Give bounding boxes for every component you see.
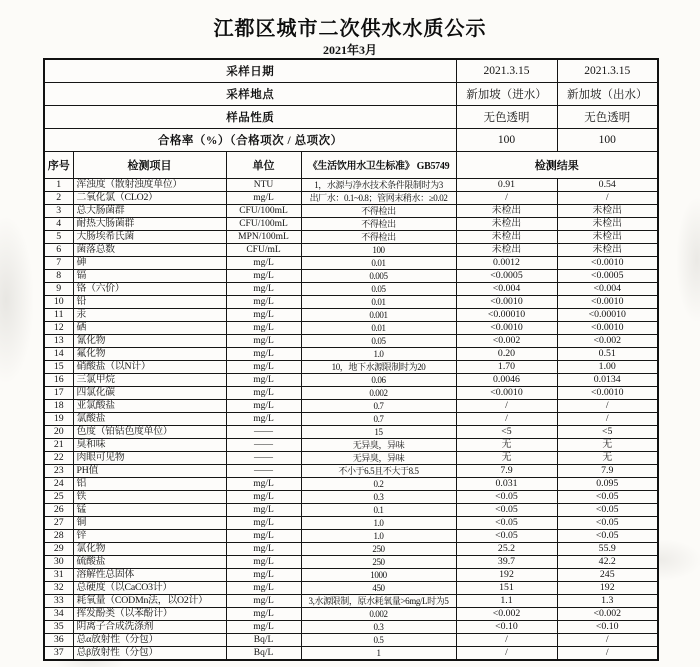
result-outlet: <0.002 <box>557 334 658 347</box>
table-row <box>44 295 658 308</box>
item-unit: Bq/L <box>226 646 301 660</box>
item-name: 总大肠菌群 <box>73 204 226 217</box>
result-outlet: 245 <box>557 568 658 581</box>
table-row <box>44 321 658 334</box>
result-outlet: 192 <box>557 581 658 594</box>
table-row <box>44 191 658 204</box>
item-standard: 不得检出 <box>301 204 456 217</box>
table-row <box>44 360 658 373</box>
table-row <box>44 347 658 360</box>
result-outlet: <0.0010 <box>557 256 658 269</box>
item-name: 氯酸盐 <box>73 412 226 425</box>
item-name: 铜 <box>73 516 226 529</box>
result-inlet: <0.00010 <box>456 308 557 321</box>
result-outlet: <0.10 <box>557 620 658 633</box>
table-row <box>44 490 658 503</box>
result-inlet: <0.10 <box>456 620 557 633</box>
item-name: 氯化物 <box>73 542 226 555</box>
row-number: 10 <box>44 295 73 308</box>
result-inlet: <0.002 <box>456 334 557 347</box>
row-number: 21 <box>44 438 73 451</box>
item-name: PH值 <box>73 464 226 477</box>
item-unit: —— <box>226 425 301 438</box>
result-outlet: 无 <box>557 451 658 464</box>
result-outlet: <0.0005 <box>557 269 658 282</box>
item-standard: 100 <box>301 243 456 256</box>
info-row-sampling-location <box>44 82 658 105</box>
item-name: 铬（六价） <box>73 282 226 295</box>
row-number: 4 <box>44 217 73 230</box>
table-row <box>44 334 658 347</box>
item-name: 汞 <box>73 308 226 321</box>
result-outlet: 55.9 <box>557 542 658 555</box>
col-header-unit: 单位 <box>226 151 301 178</box>
item-unit: mg/L <box>226 334 301 347</box>
item-standard: 250 <box>301 542 456 555</box>
row-number: 15 <box>44 360 73 373</box>
table-row <box>44 633 658 646</box>
item-unit: mg/L <box>226 594 301 607</box>
row-number: 23 <box>44 464 73 477</box>
item-name: 耗氧量（CODMn法，以O2计） <box>73 594 226 607</box>
item-unit: mg/L <box>226 347 301 360</box>
sampling-date-label: 采样日期 <box>44 59 456 82</box>
result-inlet: <0.0010 <box>456 295 557 308</box>
table-row <box>44 256 658 269</box>
result-outlet: <0.0010 <box>557 321 658 334</box>
item-name: 挥发酚类（以苯酚计） <box>73 607 226 620</box>
result-inlet: 0.031 <box>456 477 557 490</box>
row-number: 3 <box>44 204 73 217</box>
item-name: 臭和味 <box>73 438 226 451</box>
result-outlet: 0.095 <box>557 477 658 490</box>
item-unit: CFU/100mL <box>226 217 301 230</box>
row-number: 2 <box>44 191 73 204</box>
item-unit: mg/L <box>226 620 301 633</box>
item-name: 溶解性总固体 <box>73 568 226 581</box>
table-row <box>44 464 658 477</box>
item-standard: 1.0 <box>301 347 456 360</box>
item-name: 浑浊度（散射浊度单位） <box>73 178 226 191</box>
row-number: 11 <box>44 308 73 321</box>
item-standard: 0.3 <box>301 620 456 633</box>
item-unit: mg/L <box>226 256 301 269</box>
result-outlet: 未检出 <box>557 204 658 217</box>
item-unit: mg/L <box>226 399 301 412</box>
column-header-row <box>44 151 658 178</box>
item-unit: mg/L <box>226 542 301 555</box>
result-inlet: / <box>456 399 557 412</box>
result-outlet: 0.51 <box>557 347 658 360</box>
table-row <box>44 269 658 282</box>
row-number: 17 <box>44 386 73 399</box>
row-number: 34 <box>44 607 73 620</box>
row-number: 22 <box>44 451 73 464</box>
result-inlet: 0.20 <box>456 347 557 360</box>
result-outlet: <0.00010 <box>557 308 658 321</box>
result-inlet: 未检出 <box>456 230 557 243</box>
result-inlet: <0.05 <box>456 516 557 529</box>
sampling-location-label: 采样地点 <box>44 82 456 105</box>
item-unit: MPN/100mL <box>226 230 301 243</box>
result-outlet: 0.54 <box>557 178 658 191</box>
item-name: 总α放射性（分包） <box>73 633 226 646</box>
result-outlet: <0.05 <box>557 516 658 529</box>
item-name: 硫酸盐 <box>73 555 226 568</box>
result-inlet: 151 <box>456 581 557 594</box>
item-name: 铁 <box>73 490 226 503</box>
item-unit: mg/L <box>226 490 301 503</box>
item-unit: mg/L <box>226 607 301 620</box>
row-number: 27 <box>44 516 73 529</box>
result-inlet: <0.05 <box>456 490 557 503</box>
result-outlet: <0.0010 <box>557 386 658 399</box>
item-unit: mg/L <box>226 269 301 282</box>
report-month: 2021年3月 <box>322 43 377 57</box>
item-standard: 1.0 <box>301 529 456 542</box>
item-name: 镉 <box>73 269 226 282</box>
result-inlet: <5 <box>456 425 557 438</box>
result-inlet: <0.05 <box>456 529 557 542</box>
col-header-standard: 《生活饮用水卫生标准》 GB5749 <box>301 151 456 178</box>
info-row-sample-nature <box>44 105 658 128</box>
result-outlet: 1.3 <box>557 594 658 607</box>
item-unit: mg/L <box>226 295 301 308</box>
table-row <box>44 282 658 295</box>
table-row <box>44 178 658 191</box>
table-row <box>44 412 658 425</box>
item-unit: CFU/mL <box>226 243 301 256</box>
table-row <box>44 386 658 399</box>
table-row <box>44 581 658 594</box>
result-inlet: 39.7 <box>456 555 557 568</box>
result-outlet: 未检出 <box>557 217 658 230</box>
row-number: 14 <box>44 347 73 360</box>
item-name: 氟化物 <box>73 347 226 360</box>
row-number: 36 <box>44 633 73 646</box>
row-number: 32 <box>44 581 73 594</box>
row-number: 37 <box>44 646 73 660</box>
item-standard: 0.002 <box>301 386 456 399</box>
item-unit: mg/L <box>226 516 301 529</box>
item-name: 色度（铂钴色度单位） <box>73 425 226 438</box>
result-inlet: <0.05 <box>456 503 557 516</box>
sampling-date-inlet: 2021.3.15 <box>456 59 557 82</box>
item-standard: 无异臭，异味 <box>301 438 456 451</box>
item-unit: mg/L <box>226 412 301 425</box>
item-name: 铝 <box>73 477 226 490</box>
row-number: 28 <box>44 529 73 542</box>
item-standard: 0.01 <box>301 321 456 334</box>
item-name: 总β放射性（分包） <box>73 646 226 660</box>
item-unit: mg/L <box>226 321 301 334</box>
table-row <box>44 529 658 542</box>
item-unit: mg/L <box>226 386 301 399</box>
result-outlet: <0.002 <box>557 607 658 620</box>
info-row-pass-rate <box>44 128 658 151</box>
result-outlet: / <box>557 399 658 412</box>
col-header-result: 检测结果 <box>456 151 658 178</box>
table-row <box>44 646 658 660</box>
result-inlet: 未检出 <box>456 243 557 256</box>
item-standard: 不小于6.5且不大于8.5 <box>301 464 456 477</box>
item-unit: mg/L <box>226 282 301 295</box>
item-standard: 0.7 <box>301 412 456 425</box>
row-number: 19 <box>44 412 73 425</box>
result-outlet: / <box>557 633 658 646</box>
item-unit: —— <box>226 464 301 477</box>
row-number: 26 <box>44 503 73 516</box>
result-outlet: <0.05 <box>557 503 658 516</box>
result-inlet: / <box>456 191 557 204</box>
sampling-location-outlet: 新加坡（出水） <box>557 82 658 105</box>
row-number: 33 <box>44 594 73 607</box>
item-name: 亚氯酸盐 <box>73 399 226 412</box>
table-row <box>44 516 658 529</box>
item-unit: mg/L <box>226 503 301 516</box>
item-standard: 0.5 <box>301 633 456 646</box>
row-number: 6 <box>44 243 73 256</box>
item-unit: mg/L <box>226 373 301 386</box>
item-name: 硒 <box>73 321 226 334</box>
item-unit: —— <box>226 451 301 464</box>
result-outlet: <0.0010 <box>557 295 658 308</box>
result-inlet: 无 <box>456 451 557 464</box>
result-outlet: <0.05 <box>557 490 658 503</box>
item-unit: mg/L <box>226 191 301 204</box>
table-row <box>44 503 658 516</box>
pass-rate-inlet: 100 <box>456 128 557 151</box>
info-section <box>44 59 658 178</box>
row-number: 13 <box>44 334 73 347</box>
item-standard: 0.05 <box>301 282 456 295</box>
table-row <box>44 308 658 321</box>
row-number: 8 <box>44 269 73 282</box>
item-standard: 0.3 <box>301 490 456 503</box>
result-inlet: / <box>456 646 557 660</box>
item-standard: 1.0 <box>301 516 456 529</box>
table-row <box>44 399 658 412</box>
sample-nature-label: 样品性质 <box>44 105 456 128</box>
result-inlet: 25.2 <box>456 542 557 555</box>
item-name: 总硬度（以CaCO3计） <box>73 581 226 594</box>
table-row <box>44 425 658 438</box>
row-number: 29 <box>44 542 73 555</box>
result-outlet: 7.9 <box>557 464 658 477</box>
result-inlet: <0.0010 <box>456 386 557 399</box>
result-inlet: 0.0012 <box>456 256 557 269</box>
item-name: 锌 <box>73 529 226 542</box>
item-standard: 0.2 <box>301 477 456 490</box>
row-number: 12 <box>44 321 73 334</box>
sample-nature-inlet: 无色透明 <box>456 105 557 128</box>
item-unit: mg/L <box>226 477 301 490</box>
result-outlet: 未检出 <box>557 230 658 243</box>
result-outlet: 0.0134 <box>557 373 658 386</box>
item-name: 氰化物 <box>73 334 226 347</box>
item-unit: Bq/L <box>226 633 301 646</box>
result-outlet: / <box>557 646 658 660</box>
item-name: 锰 <box>73 503 226 516</box>
item-unit: NTU <box>226 178 301 191</box>
table-row <box>44 451 658 464</box>
result-inlet: <0.004 <box>456 282 557 295</box>
results-tbody <box>44 178 658 660</box>
table-row <box>44 373 658 386</box>
item-standard: 3,水源限制，原水耗氧量>6mg/L时为5 <box>301 594 456 607</box>
item-standard: 0.05 <box>301 334 456 347</box>
item-name: 铅 <box>73 295 226 308</box>
sampling-location-inlet: 新加坡（进水） <box>456 82 557 105</box>
result-outlet: 42.2 <box>557 555 658 568</box>
result-inlet: 0.91 <box>456 178 557 191</box>
table-row <box>44 607 658 620</box>
item-name: 耐热大肠菌群 <box>73 217 226 230</box>
col-header-item: 检测项目 <box>73 151 226 178</box>
result-outlet: <0.05 <box>557 529 658 542</box>
row-number: 20 <box>44 425 73 438</box>
item-standard: 0.7 <box>301 399 456 412</box>
item-name: 大肠埃希氏菌 <box>73 230 226 243</box>
table-row <box>44 542 658 555</box>
table-row <box>44 620 658 633</box>
item-standard: 10，地下水源限制时为20 <box>301 360 456 373</box>
table-row <box>44 477 658 490</box>
item-name: 肉眼可见物 <box>73 451 226 464</box>
item-unit: mg/L <box>226 568 301 581</box>
item-standard: 1000 <box>301 568 456 581</box>
row-number: 1 <box>44 178 73 191</box>
item-unit: mg/L <box>226 308 301 321</box>
item-unit: CFU/100mL <box>226 204 301 217</box>
item-standard: 0.01 <box>301 256 456 269</box>
item-standard: 450 <box>301 581 456 594</box>
col-header-no: 序号 <box>44 151 73 178</box>
row-number: 35 <box>44 620 73 633</box>
row-number: 30 <box>44 555 73 568</box>
item-name: 砷 <box>73 256 226 269</box>
result-inlet: 192 <box>456 568 557 581</box>
item-standard: 出厂水：0.1~0.8；管网末稍水：≥0.02 <box>301 191 456 204</box>
table-row <box>44 204 658 217</box>
row-number: 24 <box>44 477 73 490</box>
result-inlet: 未检出 <box>456 217 557 230</box>
item-unit: mg/L <box>226 529 301 542</box>
result-outlet: 未检出 <box>557 243 658 256</box>
result-outlet: <5 <box>557 425 658 438</box>
item-standard: 0.01 <box>301 295 456 308</box>
item-name: 硝酸盐（以N计） <box>73 360 226 373</box>
item-unit: mg/L <box>226 360 301 373</box>
water-quality-table <box>43 58 659 661</box>
result-outlet: / <box>557 412 658 425</box>
item-name: 阴离子合成洗涤剂 <box>73 620 226 633</box>
result-inlet: 7.9 <box>456 464 557 477</box>
item-unit: —— <box>226 438 301 451</box>
result-inlet: 1.1 <box>456 594 557 607</box>
row-number: 9 <box>44 282 73 295</box>
result-inlet: 未检出 <box>456 204 557 217</box>
result-inlet: <0.0010 <box>456 321 557 334</box>
result-outlet: / <box>557 191 658 204</box>
item-unit: mg/L <box>226 555 301 568</box>
item-standard: 无异臭，异味 <box>301 451 456 464</box>
pass-rate-outlet: 100 <box>557 128 658 151</box>
row-number: 7 <box>44 256 73 269</box>
row-number: 16 <box>44 373 73 386</box>
item-standard: 0.002 <box>301 607 456 620</box>
table-row <box>44 594 658 607</box>
item-standard: 0.005 <box>301 269 456 282</box>
sampling-date-outlet: 2021.3.15 <box>557 59 658 82</box>
result-outlet: 无 <box>557 438 658 451</box>
table-row <box>44 438 658 451</box>
info-row-sampling-date <box>44 59 658 82</box>
item-standard: 1，水源与净水技术条件限制时为3 <box>301 178 456 191</box>
item-standard: 0.1 <box>301 503 456 516</box>
result-inlet: / <box>456 412 557 425</box>
table-row <box>44 555 658 568</box>
item-name: 二氧化氯（CLO2） <box>73 191 226 204</box>
row-number: 5 <box>44 230 73 243</box>
item-standard: 0.06 <box>301 373 456 386</box>
item-standard: 0.001 <box>301 308 456 321</box>
table-row <box>44 568 658 581</box>
table-row <box>44 230 658 243</box>
row-number: 25 <box>44 490 73 503</box>
item-standard: 不得检出 <box>301 230 456 243</box>
result-outlet: 1.00 <box>557 360 658 373</box>
row-number: 31 <box>44 568 73 581</box>
sample-nature-outlet: 无色透明 <box>557 105 658 128</box>
item-standard: 250 <box>301 555 456 568</box>
result-inlet: <0.0005 <box>456 269 557 282</box>
item-name: 三氯甲烷 <box>73 373 226 386</box>
item-standard: 1 <box>301 646 456 660</box>
row-number: 18 <box>44 399 73 412</box>
result-inlet: 0.0046 <box>456 373 557 386</box>
table-row <box>44 243 658 256</box>
item-name: 四氯化碳 <box>73 386 226 399</box>
item-unit: mg/L <box>226 581 301 594</box>
item-name: 菌落总数 <box>73 243 226 256</box>
result-inlet: 无 <box>456 438 557 451</box>
page-title: 江都区城市二次供水水质公示 <box>213 18 487 40</box>
result-inlet: 1.70 <box>456 360 557 373</box>
result-inlet: <0.002 <box>456 607 557 620</box>
table-row <box>44 217 658 230</box>
result-inlet: / <box>456 633 557 646</box>
item-standard: 15 <box>301 425 456 438</box>
result-outlet: <0.004 <box>557 282 658 295</box>
item-standard: 不得检出 <box>301 217 456 230</box>
pass-rate-label: 合格率（%）（合格项次 / 总项次） <box>44 128 456 151</box>
